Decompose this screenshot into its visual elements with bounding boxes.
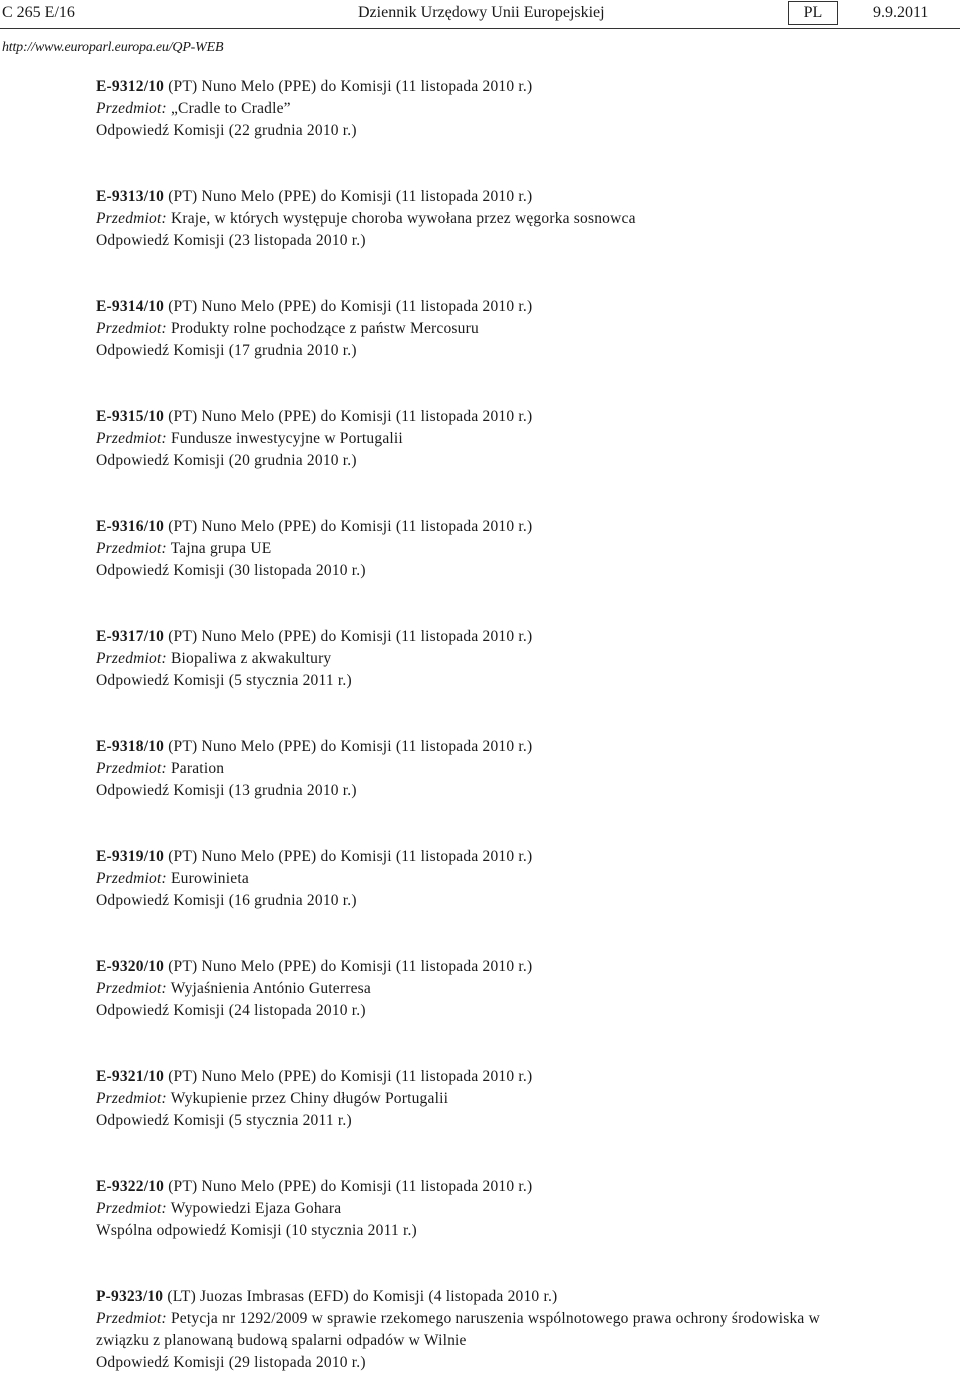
subject-label: Przedmiot: — [96, 100, 167, 117]
question-entry — [96, 516, 856, 582]
question-subject-line — [96, 758, 856, 780]
question-heading — [96, 846, 856, 868]
question-subject: Produkty rolne pochodzące z państw Mercosuru — [170, 320, 479, 337]
question-subject: „Cradle to Cradle” — [170, 100, 291, 117]
subject-label: Przedmiot: — [96, 870, 167, 887]
question-author: (PT) Nuno Melo (PPE) do Komisji (11 listopada 2010 r.) — [168, 408, 533, 425]
question-heading — [96, 956, 856, 978]
question-author: (PT) Nuno Melo (PPE) do Komisji (11 listopada 2010 r.) — [168, 518, 533, 535]
subject-label: Przedmiot: — [96, 320, 167, 337]
question-heading — [96, 1176, 856, 1198]
question-subject: Paration — [170, 760, 225, 777]
question-subject: Wyjaśnienia António Guterresa — [170, 980, 371, 997]
question-heading — [96, 76, 856, 98]
subject-label: Przedmiot: — [96, 650, 167, 667]
question-heading — [96, 1286, 856, 1308]
publication-date: 9.9.2011 — [873, 4, 929, 21]
journal-title: Dziennik Urzędowy Unii Europejskiej — [358, 4, 605, 21]
question-author: (PT) Nuno Melo (PPE) do Komisji (11 listopada 2010 r.) — [168, 188, 533, 205]
commission-answer: Odpowiedź Komisji (24 listopada 2010 r.) — [96, 1002, 366, 1019]
question-heading — [96, 516, 856, 538]
question-subject-line — [96, 538, 856, 560]
question-author: (LT) Juozas Imbrasas (EFD) do Komisji (4 listopada 2010 r.) — [167, 1288, 558, 1305]
question-subject-line — [96, 98, 856, 120]
question-subject: Fundusze inwestycyjne w Portugalii — [170, 430, 403, 447]
commission-answer: Odpowiedź Komisji (20 grudnia 2010 r.) — [96, 452, 357, 469]
question-author: (PT) Nuno Melo (PPE) do Komisji (11 listopada 2010 r.) — [168, 738, 533, 755]
question-author: (PT) Nuno Melo (PPE) do Komisji (11 listopada 2010 r.) — [168, 298, 533, 315]
question-subject-line — [96, 208, 856, 230]
question-entry — [96, 736, 856, 802]
subject-label: Przedmiot: — [96, 760, 167, 777]
question-author: (PT) Nuno Melo (PPE) do Komisji (11 listopada 2010 r.) — [168, 1068, 533, 1085]
language-badge: PL — [788, 1, 838, 25]
question-heading — [96, 296, 856, 318]
question-subject-line — [96, 318, 856, 340]
question-author: (PT) Nuno Melo (PPE) do Komisji (11 listopada 2010 r.) — [168, 628, 533, 645]
question-entry — [96, 846, 856, 912]
subject-label: Przedmiot: — [96, 1310, 167, 1327]
commission-answer: Odpowiedź Komisji (5 stycznia 2011 r.) — [96, 1112, 352, 1129]
question-reference: E-9318/10 — [96, 738, 165, 755]
question-reference: E-9313/10 — [96, 188, 165, 205]
question-reference: E-9320/10 — [96, 958, 165, 975]
question-author: (PT) Nuno Melo (PPE) do Komisji (11 listopada 2010 r.) — [168, 958, 533, 975]
question-reference: P-9323/10 — [96, 1288, 164, 1305]
question-reference: E-9314/10 — [96, 298, 165, 315]
question-subject: Eurowinieta — [170, 870, 249, 887]
question-subject: Tajna grupa UE — [170, 540, 272, 557]
question-entry — [96, 1066, 856, 1132]
question-reference: E-9322/10 — [96, 1178, 165, 1195]
journal-reference: C 265 E/16 — [2, 4, 75, 21]
question-entry — [96, 76, 856, 142]
question-heading — [96, 406, 856, 428]
question-subject: Biopaliwa z akwakultury — [170, 650, 332, 667]
question-entry — [96, 406, 856, 472]
commission-answer: Odpowiedź Komisji (30 listopada 2010 r.) — [96, 562, 366, 579]
commission-answer: Odpowiedź Komisji (22 grudnia 2010 r.) — [96, 122, 357, 139]
commission-answer: Odpowiedź Komisji (23 listopada 2010 r.) — [96, 232, 366, 249]
question-entry — [96, 956, 856, 1022]
question-author: (PT) Nuno Melo (PPE) do Komisji (11 listopada 2010 r.) — [168, 848, 533, 865]
question-subject-line — [96, 1308, 856, 1352]
question-subject: Wykupienie przez Chiny długów Portugalii — [170, 1090, 449, 1107]
commission-answer: Odpowiedź Komisji (29 listopada 2010 r.) — [96, 1354, 366, 1371]
question-subject-line — [96, 868, 856, 890]
question-author: (PT) Nuno Melo (PPE) do Komisji (11 listopada 2010 r.) — [168, 1178, 533, 1195]
commission-answer: Odpowiedź Komisji (13 grudnia 2010 r.) — [96, 782, 357, 799]
question-reference: E-9315/10 — [96, 408, 165, 425]
question-reference: E-9317/10 — [96, 628, 165, 645]
question-heading — [96, 1066, 856, 1088]
question-subject-line — [96, 1198, 856, 1220]
commission-answer: Odpowiedź Komisji (17 grudnia 2010 r.) — [96, 342, 357, 359]
question-entry — [96, 626, 856, 692]
subject-label: Przedmiot: — [96, 210, 167, 227]
question-subject: Wypowiedzi Ejaza Gohara — [170, 1200, 342, 1217]
question-subject: Petycja nr 1292/2009 w sprawie rzekomego naruszenia wspólnotowego prawa ochrony środowiska w związku z planowaną budową spalarni odpadów w Wilnie — [96, 1310, 820, 1349]
subject-label: Przedmiot: — [96, 1200, 167, 1217]
question-subject: Kraje, w których występuje choroba wywołana przez węgorka sosnowca — [170, 210, 636, 227]
question-reference: E-9321/10 — [96, 1068, 165, 1085]
question-subject-line — [96, 428, 856, 450]
question-reference: E-9316/10 — [96, 518, 165, 535]
question-entry — [96, 1286, 856, 1374]
commission-answer: Odpowiedź Komisji (5 stycznia 2011 r.) — [96, 672, 352, 689]
subject-label: Przedmiot: — [96, 1090, 167, 1107]
question-reference: E-9312/10 — [96, 78, 165, 95]
question-entry — [96, 1176, 856, 1242]
commission-answer: Odpowiedź Komisji (16 grudnia 2010 r.) — [96, 892, 357, 909]
question-reference: E-9319/10 — [96, 848, 165, 865]
commission-answer: Wspólna odpowiedź Komisji (10 stycznia 2011 r.) — [96, 1222, 417, 1239]
question-subject-line — [96, 978, 856, 1000]
question-entry — [96, 296, 856, 362]
question-heading — [96, 736, 856, 758]
source-url-link[interactable]: http://www.europarl.europa.eu/QP-WEB — [2, 40, 224, 55]
question-list — [96, 76, 856, 1374]
page-header — [0, 0, 960, 28]
question-subject-line — [96, 648, 856, 670]
subject-label: Przedmiot: — [96, 980, 167, 997]
question-heading — [96, 186, 856, 208]
question-subject-line — [96, 1088, 856, 1110]
subject-label: Przedmiot: — [96, 540, 167, 557]
question-heading — [96, 626, 856, 648]
header-divider — [0, 28, 960, 29]
question-entry — [96, 186, 856, 252]
question-author: (PT) Nuno Melo (PPE) do Komisji (11 listopada 2010 r.) — [168, 78, 533, 95]
subject-label: Przedmiot: — [96, 430, 167, 447]
